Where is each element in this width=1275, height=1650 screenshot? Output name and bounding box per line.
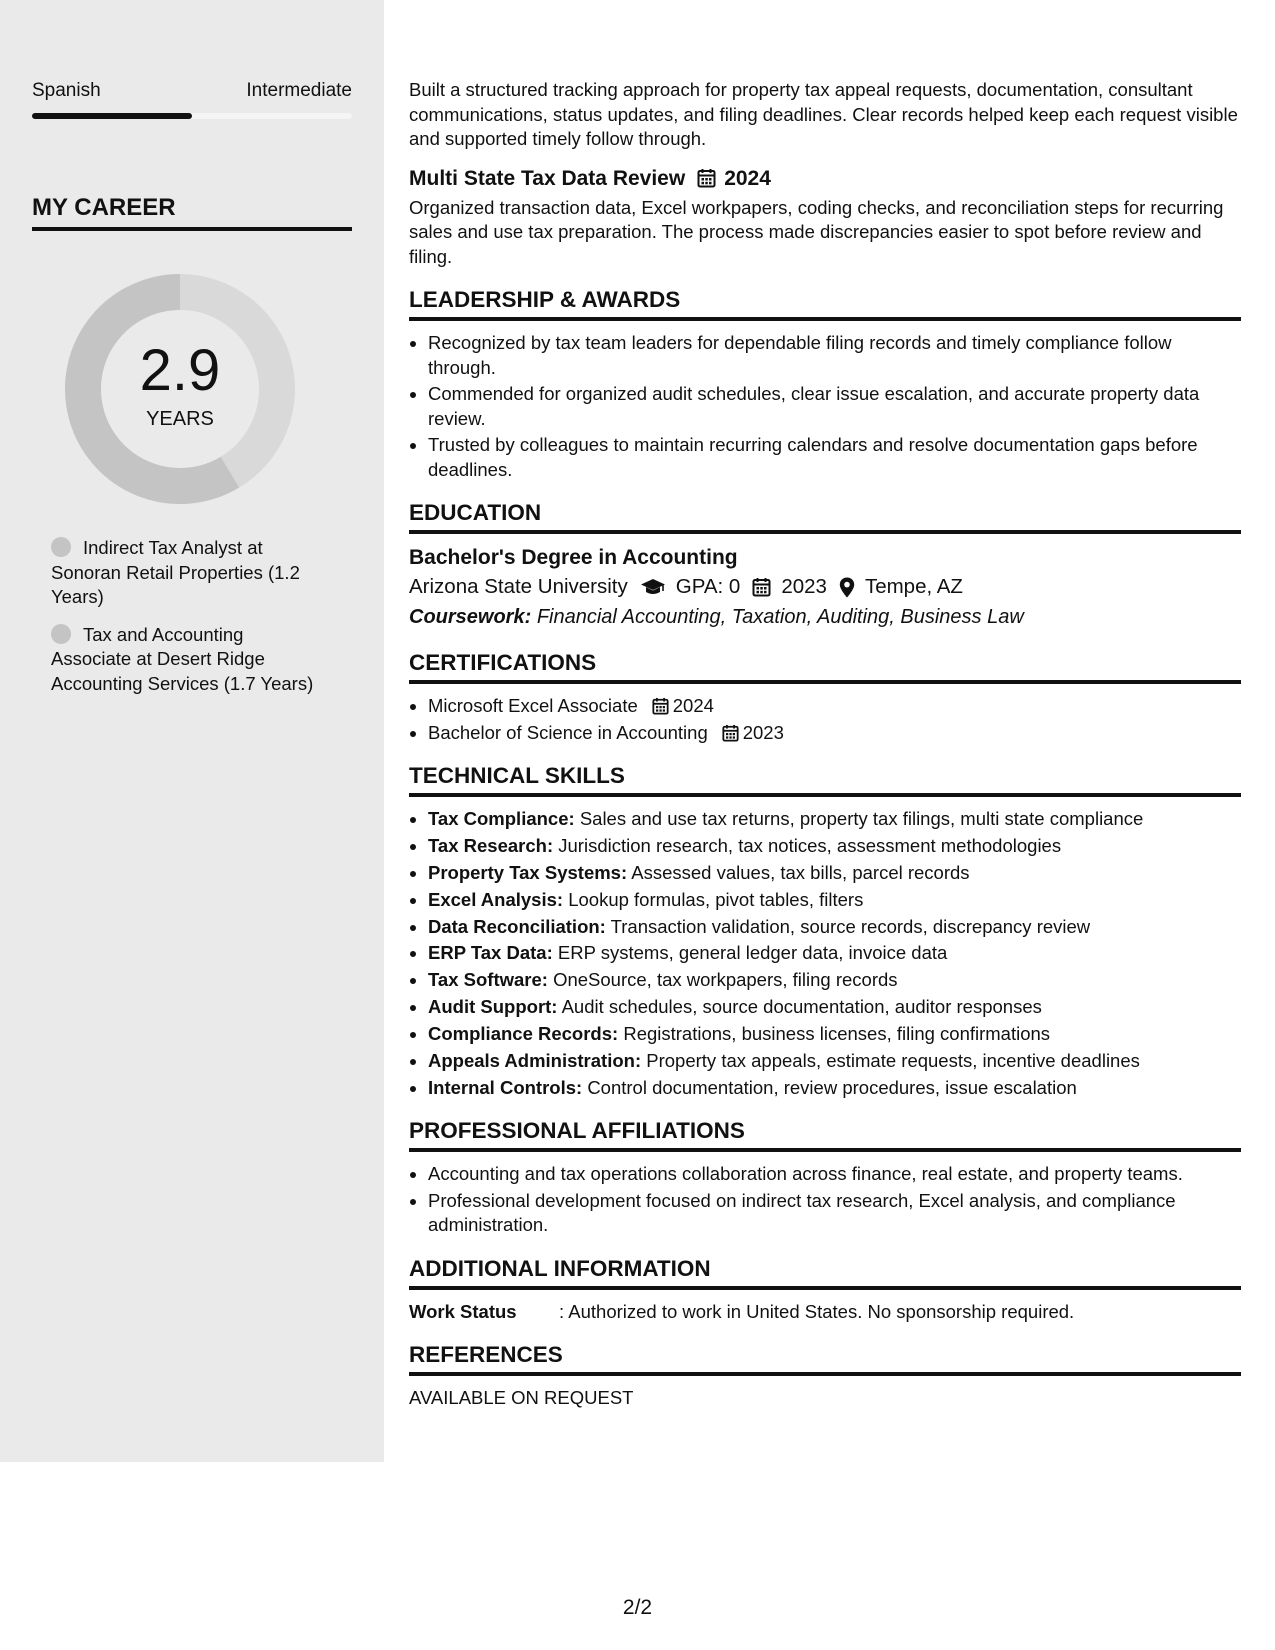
certification-item (428, 694, 1241, 719)
education-gpa: GPA: 0 (675, 575, 741, 598)
skill-text: Lookup formulas, pivot tables, filters (568, 888, 864, 910)
language-level: Intermediate (246, 80, 352, 101)
skill-label: Excel Analysis: (428, 888, 564, 910)
certifications-heading: CERTIFICATIONS (409, 649, 1241, 684)
skill-text: Assessed values, tax bills, parcel records (631, 861, 970, 883)
skill-label: Appeals Administration: (428, 1050, 642, 1072)
skill-label: ERP Tax Data: (428, 942, 553, 964)
certification-year: 2024 (672, 695, 714, 716)
skill-text: Jurisdiction research, tax notices, assessment methodologies (558, 834, 1062, 856)
skill-item (428, 834, 1241, 859)
skill-item (428, 968, 1241, 993)
list-item: • Professional development focused on indirect tax research, Excel analysis, and compliance administration. (428, 1189, 1241, 1238)
skill-text: Registrations, business licenses, filing confirmations (623, 1023, 1051, 1045)
map-pin-icon (839, 577, 855, 598)
education-degree: Bachelor's Degree in Accounting (409, 546, 738, 569)
project-title: Multi State Tax Data Review (409, 166, 686, 190)
skill-text: Audit schedules, source documentation, auditor responses (561, 996, 1042, 1018)
skill-label: Internal Controls: (428, 1076, 583, 1098)
skill-label: Data Reconciliation: (428, 915, 606, 937)
project-description: Organized transaction data, Excel workpapers, coding checks, and reconciliation steps for recurring sales and use tax preparation. The process made discrepancies easier to spot before review and filing. (409, 196, 1224, 267)
leadership-heading: LEADERSHIP & AWARDS (409, 286, 1241, 321)
experience-years-unit: YEARS (146, 408, 214, 430)
education-coursework (409, 602, 1241, 632)
career-heading: MY CAREER (32, 193, 352, 231)
work-status-label: Work Status (409, 1300, 517, 1322)
skill-item (428, 915, 1241, 940)
main-content (409, 78, 1241, 1411)
career-item-text: Tax and Accounting Associate at Desert Ridge Accounting Services (1.7 Years) (51, 623, 314, 694)
skill-label: Property Tax Systems: (428, 861, 628, 883)
skill-text: ERP systems, general ledger data, invoice data (557, 942, 948, 964)
career-item-text: Indirect Tax Analyst at Sonoran Retail Properties (1.2 Years) (51, 537, 300, 607)
intro-paragraph: Built a structured tracking approach for property tax appeal requests, documentation, consultant communications, status updates, and filing deadlines. Clear records helped keep each request visible and supported timely follow through. (409, 79, 1238, 149)
language-row (32, 80, 352, 102)
calendar-icon (722, 724, 739, 742)
career-item (51, 536, 321, 610)
education-details (409, 572, 1241, 602)
skill-label: Audit Support: (428, 996, 558, 1018)
education-heading: EDUCATION (409, 499, 1241, 534)
list-item: • Recognized by tax team leaders for dependable filing records and timely compliance follow through. (428, 331, 1241, 380)
affiliations-heading: PROFESSIONAL AFFILIATIONS (409, 1117, 1241, 1152)
skill-item (428, 995, 1241, 1020)
list-item: • Accounting and tax operations collaboration across finance, real estate, and property teams. (428, 1162, 1241, 1187)
language-name: Spanish (32, 80, 101, 101)
education-location: Tempe, AZ (864, 575, 963, 598)
skill-label: Tax Compliance: (428, 808, 575, 829)
leadership-list (409, 331, 1241, 482)
calendar-icon (652, 697, 669, 715)
list-item: • Commended for organized audit schedules, clear issue escalation, and accurate property data review. (428, 382, 1241, 431)
skill-text: OneSource, tax workpapers, filing records (553, 969, 898, 991)
skill-item (428, 941, 1241, 966)
career-list (51, 536, 321, 709)
affiliations-list (409, 1162, 1241, 1238)
skill-item (428, 861, 1241, 886)
skills-list (409, 807, 1241, 1100)
sidebar (0, 0, 384, 1462)
project-year: 2024 (724, 166, 771, 190)
skill-item (428, 888, 1241, 913)
skill-text: Transaction validation, source records, discrepancy review (610, 915, 1091, 937)
skill-label: Tax Software: (428, 969, 548, 991)
coursework-label: Coursework: (409, 606, 532, 628)
language-proficiency-bar (32, 113, 352, 119)
language-proficiency-fill (32, 113, 192, 119)
skill-label: Tax Research: (428, 834, 554, 856)
additional-info-heading: ADDITIONAL INFORMATION (409, 1255, 1241, 1290)
education-year: 2023 (781, 575, 827, 598)
education-school: Arizona State University (409, 575, 628, 598)
work-status-value: : Authorized to work in United States. No sponsorship required. (559, 1300, 1075, 1322)
certification-name: • Bachelor of Science in Accounting (428, 721, 708, 743)
career-dot-icon (51, 537, 71, 557)
skill-text: Control documentation, review procedures, issue escalation (587, 1076, 1077, 1098)
skill-label: Compliance Records: (428, 1023, 619, 1045)
experience-years-value: 2.9 (139, 338, 221, 403)
career-dot-icon (51, 624, 71, 644)
skill-text: Sales and use tax returns, property tax filings, multi state compliance (579, 808, 1144, 829)
skill-item (428, 807, 1241, 832)
skill-item (428, 1022, 1241, 1047)
list-item: • Trusted by colleagues to maintain recurring calendars and resolve documentation gaps before deadlines. (428, 433, 1241, 482)
page-number: 2/2 (622, 1596, 653, 1619)
references-text: AVAILABLE ON REQUEST (409, 1387, 634, 1409)
project-title-row (409, 165, 1241, 192)
calendar-icon (697, 168, 716, 188)
skills-heading: TECHNICAL SKILLS (409, 762, 1241, 797)
career-item (51, 623, 321, 697)
coursework-list: Financial Accounting, Taxation, Auditing, Business Law (536, 606, 1024, 628)
skill-item (428, 1076, 1241, 1101)
certification-name: • Microsoft Excel Associate (428, 695, 638, 716)
certifications-list (409, 694, 1241, 745)
graduation-cap-icon (640, 578, 666, 596)
certification-item (428, 721, 1241, 746)
experience-summary (65, 274, 295, 504)
skill-item (428, 1049, 1241, 1074)
calendar-icon (752, 577, 771, 597)
references-heading: REFERENCES (409, 1341, 1241, 1376)
work-status-row (409, 1300, 1241, 1325)
certification-year: 2023 (742, 721, 784, 743)
skill-text: Property tax appeals, estimate requests, incentive deadlines (646, 1050, 1140, 1072)
